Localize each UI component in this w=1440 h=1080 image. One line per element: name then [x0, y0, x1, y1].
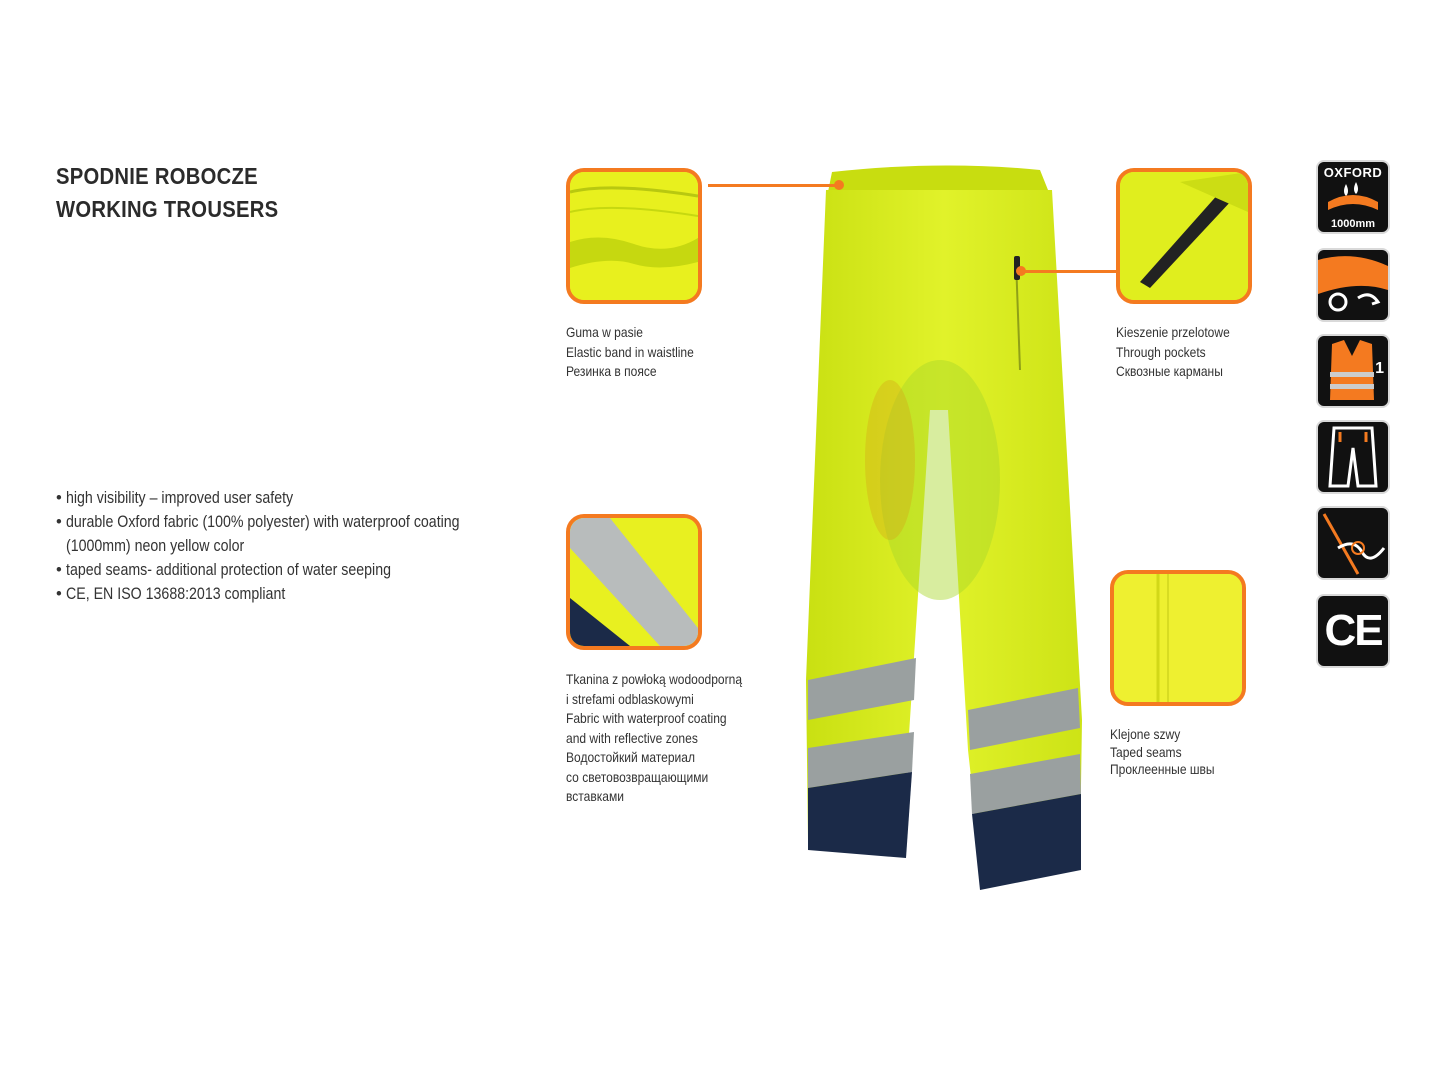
fabric-detail-image	[566, 514, 702, 650]
ce-mark-icon: CE	[1316, 594, 1390, 668]
feature-list	[56, 486, 526, 606]
reflective-fabric-icon	[570, 518, 698, 646]
fabric-tear-icon	[1318, 250, 1388, 320]
waist-connector	[708, 184, 840, 187]
trousers-icon	[1316, 420, 1390, 494]
feature-item: • taped seams- additional protection of water seeping	[56, 558, 526, 582]
hi-vis-vest-icon: 1	[1316, 334, 1390, 408]
pocket-connector	[1022, 270, 1118, 273]
pocket-detail-image	[1116, 168, 1252, 304]
feature-item-continuation: (1000mm) neon yellow color	[66, 537, 245, 555]
title-english: WORKING TROUSERS	[56, 196, 279, 222]
waist-detail-image	[566, 168, 702, 304]
waterproof-icon: OXFORD 1000mm	[1316, 160, 1390, 234]
waist-connector-dot	[834, 180, 844, 190]
water-drops-icon	[1318, 180, 1388, 220]
feature-item: • high visibility – improved user safety	[56, 486, 526, 510]
feature-item: • durable Oxford fabric (100% polyester) with waterproof coating	[56, 510, 526, 534]
feature-item: • CE, EN ISO 13688:2013 compliant	[56, 582, 526, 606]
seam-detail-image	[1110, 570, 1246, 706]
title-polish: SPODNIE ROBOCZE	[56, 163, 258, 189]
product-title	[56, 160, 309, 226]
seam-tape-icon	[1318, 508, 1388, 578]
pocket-icon	[1120, 172, 1248, 300]
elastic-waist-icon	[570, 172, 698, 300]
seams-caption: Klejone szwy Taped seams Проклеенные швы	[1110, 726, 1215, 777]
seam-icon	[1114, 574, 1242, 702]
taped-seams-icon	[1316, 506, 1390, 580]
fabric-caption: Tkanina z powłoką wodoodporną i strefami odblaskowymi Fabric with waterproof coating and with reflective zones Водостойкий материал со световозвращающими вставками	[566, 671, 743, 804]
waist-caption: Guma w pasie Elastic band in waistline Резинка в поясе	[566, 324, 694, 379]
pocket-connector-dot	[1016, 266, 1026, 276]
pockets-caption: Kieszenie przelotowe Through pockets Сквозные карманы	[1116, 324, 1230, 379]
trousers-outline-icon	[1318, 422, 1388, 492]
fabric-strength-icon	[1316, 248, 1390, 322]
